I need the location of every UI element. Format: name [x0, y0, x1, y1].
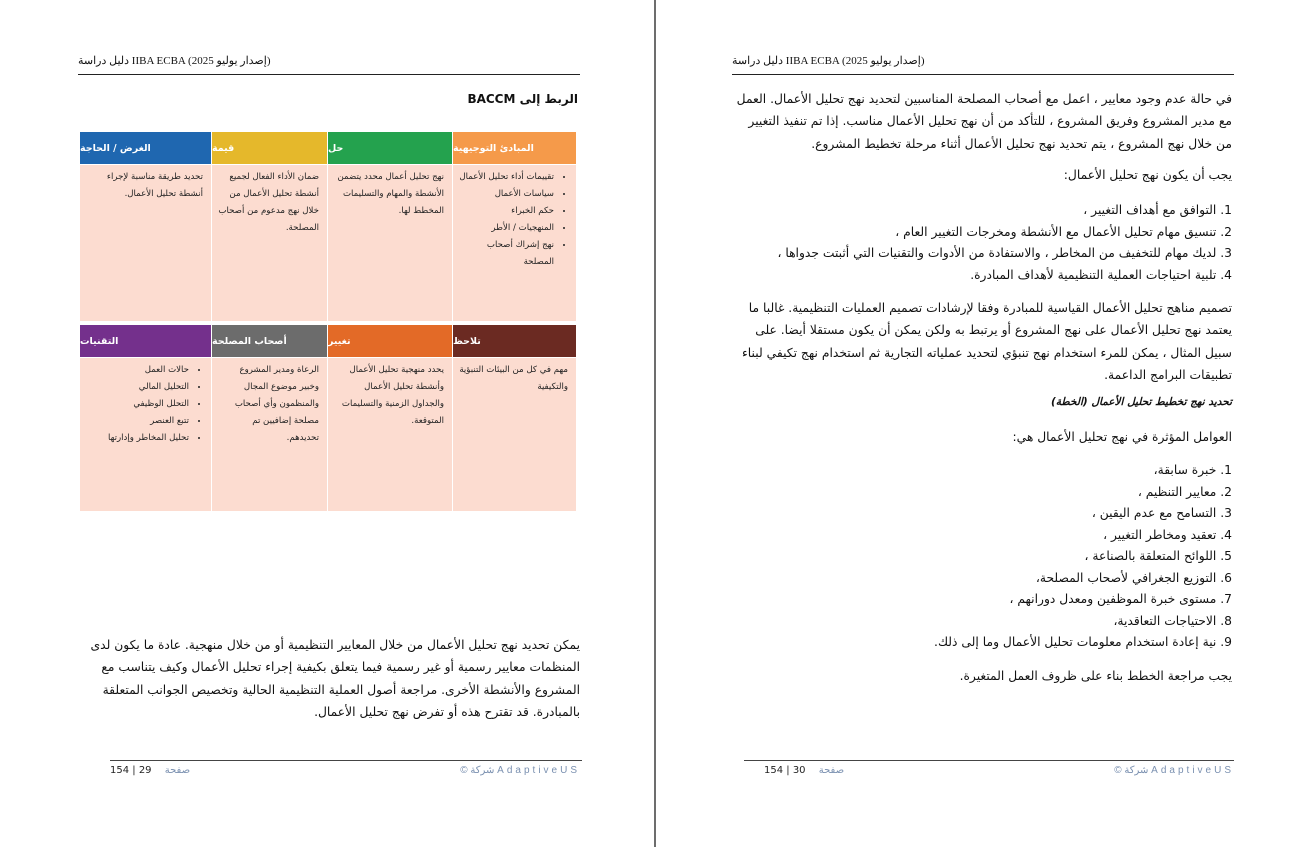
- closing-note: يجب مراجعة الخطط بناء على ظروف العمل المتغيرة.: [959, 669, 1232, 683]
- baccm-header-notes: تلاحظ: [453, 325, 576, 357]
- baccm-bullet: • حالات العمل: [86, 362, 189, 379]
- should-intro: يجب أن يكون نهج تحليل الأعمال:: [1063, 168, 1232, 182]
- baccm-cell-text: نهج تحليل أعمال محدد يتضمن الأنشطة والمهام والتسليمات المخطط لها.: [337, 172, 444, 216]
- baccm-header-solution: حل: [328, 132, 452, 164]
- list-item: 8. الاحتياجات التعاقدية،: [1113, 613, 1232, 628]
- page-number: 154 | 29: [110, 765, 152, 776]
- baccm-bullet: • تتبع العنصر: [86, 413, 189, 430]
- baccm-bullet-list: [459, 169, 568, 271]
- baccm-header-technologies: التقنيات: [80, 325, 211, 357]
- page-label: صفحة: [164, 765, 191, 776]
- section-title: الربط إلى BACCM: [467, 92, 578, 106]
- baccm-cell-purpose: [80, 165, 211, 321]
- page-header: دليل دراسة IIBA ECBA (إصدار يوليو 2025): [732, 55, 925, 67]
- header-rule: [732, 74, 1234, 75]
- header-rule: [78, 74, 580, 75]
- footer-page-number: [110, 765, 190, 776]
- document-page-left: [0, 0, 654, 847]
- subheading-plan: تحديد نهج تخطيط تحليل الأعمال (الخطة): [1050, 396, 1232, 408]
- should-list: [732, 200, 1232, 286]
- factors-intro: العوامل المؤثرة في نهج تحليل الأعمال هي:: [1012, 430, 1232, 444]
- baccm-cell-value: [212, 165, 327, 321]
- baccm-bullet-list: [86, 362, 203, 447]
- baccm-cell-notes: [453, 358, 576, 511]
- document-page-right: [656, 0, 1310, 847]
- baccm-cell-principles: [453, 165, 576, 321]
- footer-brand: © شركة AdaptiveUS: [1114, 765, 1234, 776]
- baccm-cell-text: يحدد منهجية تحليل الأعمال وأنشطة تحليل الأعمال والجداول الزمنية والتسليمات المتوقعة.: [341, 365, 444, 426]
- baccm-header-change: تغيير: [328, 325, 452, 357]
- baccm-cell-text: الرعاة ومدير المشروع وخبير موضوع المجال والمنظمون وأي أصحاب مصلحة إضافيين تم تحديدهم.: [234, 365, 319, 443]
- baccm-cell-technologies: [80, 358, 211, 511]
- baccm-cell-text: مهم في كل من البيئات التنبؤية والتكيفية: [459, 365, 568, 392]
- baccm-bullet: • المنهجيات / الأطر: [459, 220, 554, 237]
- baccm-cell-solution: [328, 165, 452, 321]
- paragraph-design: تصميم مناهج تحليل الأعمال القياسية للمبادرة وفقا لإرشادات تصميم العمليات التنظيمية. غالبا ما يعتمد نهج تحليل الأعمال على نهج المشروع أو يرتبط به ولكن يمكن أن يكون مستقلا أيضا. على سبيل المثال ، يمكن للمرء استخدام نهج تنبؤي لتحديد عملياته التجارية ثم استخدام نهج تكيفي لبناء تطبيقات البرامج الداعمة.: [742, 301, 1232, 382]
- baccm-header-principles: المبادئ التوجيهية: [453, 132, 576, 164]
- baccm-cell-change: [328, 358, 452, 511]
- list-item: 3. لديك مهام للتخفيف من المخاطر ، والاستفادة من الأدوات والتقنيات التي أثبتت جدواها ،: [777, 246, 1232, 260]
- list-item: 9. نية إعادة استخدام معلومات تحليل الأعمال وما إلى ذلك.: [934, 635, 1232, 649]
- paragraph-no-standards: في حالة عدم وجود معايير ، اعمل مع أصحاب المصلحة المناسبين لتحديد نهج تحليل الأعمال. العمل مع مدير المشروع وفريق المشروع ، للتأكد من أن نهج تحليل الأعمال مناسب. إذا تم تنفيذ التغيير من خلال نهج المشروع ، يتم تحديد نهج تحليل الأعمال أثناء مرحلة تخطيط المشروع.: [736, 92, 1232, 151]
- page-number: 154 | 30: [764, 765, 806, 776]
- list-item: 3. التسامح مع عدم اليقين ،: [1091, 506, 1232, 520]
- baccm-bullet: • تقييمات أداء تحليل الأعمال: [459, 169, 554, 186]
- paragraph-methodology: يمكن تحديد نهج تحليل الأعمال من خلال المعايير التنظيمية أو من خلال منهجية. عادة ما يكون لدى المنظمات معايير رسمية أو غير رسمية فيما يتعلق بكيفية إجراء تحليل الأعمال وكيف يتناسب مع المشروع والأنشطة الأخرى. مراجعة أصول العملية التنظيمية الحالية وتخصيص الجوانب المتعلقة بالمبادرة. قد تقترح هذه أو تفرض نهج تحليل الأعمال.: [90, 638, 580, 719]
- factors-list: [732, 460, 1232, 654]
- baccm-bullet: • التحلل الوظيفي: [86, 396, 189, 413]
- baccm-cell-stakeholders: [212, 358, 327, 511]
- baccm-bullet: • التحليل المالي: [86, 379, 189, 396]
- list-item: 2. تنسيق مهام تحليل الأعمال مع الأنشطة ومخرجات التغيير العام ،: [895, 224, 1232, 239]
- baccm-bullet: • حكم الخبراء: [459, 203, 554, 220]
- footer-rule: [744, 760, 1234, 761]
- baccm-bullet: • تحليل المخاطر وإدارتها: [86, 430, 189, 447]
- baccm-header-purpose: الغرض / الحاجة: [80, 132, 211, 164]
- list-item: 2. معايير التنظيم ،: [1137, 484, 1232, 499]
- baccm-cell-text: ضمان الأداء الفعال لجميع أنشطة تحليل الأعمال من خلال نهج مدعوم من أصحاب المصلحة.: [218, 172, 319, 233]
- baccm-cell-text: تحديد طريقة مناسبة لإجراء أنشطة تحليل الأعمال.: [106, 172, 203, 199]
- baccm-bullet: • سياسات الأعمال: [459, 186, 554, 203]
- baccm-bullet: • نهج إشراك أصحاب المصلحة: [459, 237, 554, 271]
- page-header: دليل دراسة IIBA ECBA (إصدار يوليو 2025): [78, 55, 271, 67]
- list-item: 7. مستوى خبرة الموظفين ومعدل دورانهم ،: [1009, 592, 1232, 606]
- baccm-header-value: قيمة: [212, 132, 327, 164]
- list-item: 5. اللوائح المتعلقة بالصناعة ،: [1084, 549, 1232, 563]
- footer-rule: [110, 760, 582, 761]
- footer-brand: © شركة AdaptiveUS: [460, 765, 580, 776]
- list-item: 4. تلبية احتياجات العملية التنظيمية لأهداف المبادرة.: [970, 267, 1232, 282]
- page-label: صفحة: [818, 765, 845, 776]
- list-item: 6. التوزيع الجغرافي لأصحاب المصلحة،: [1035, 570, 1232, 585]
- footer-page-number: [764, 765, 844, 776]
- baccm-header-stakeholders: أصحاب المصلحة: [212, 325, 327, 357]
- list-item: 1. خبرة سابقة،: [1153, 463, 1232, 477]
- list-item: 4. تعقيد ومخاطر التغيير ،: [1103, 527, 1232, 542]
- list-item: 1. التوافق مع أهداف التغيير ،: [1083, 203, 1232, 217]
